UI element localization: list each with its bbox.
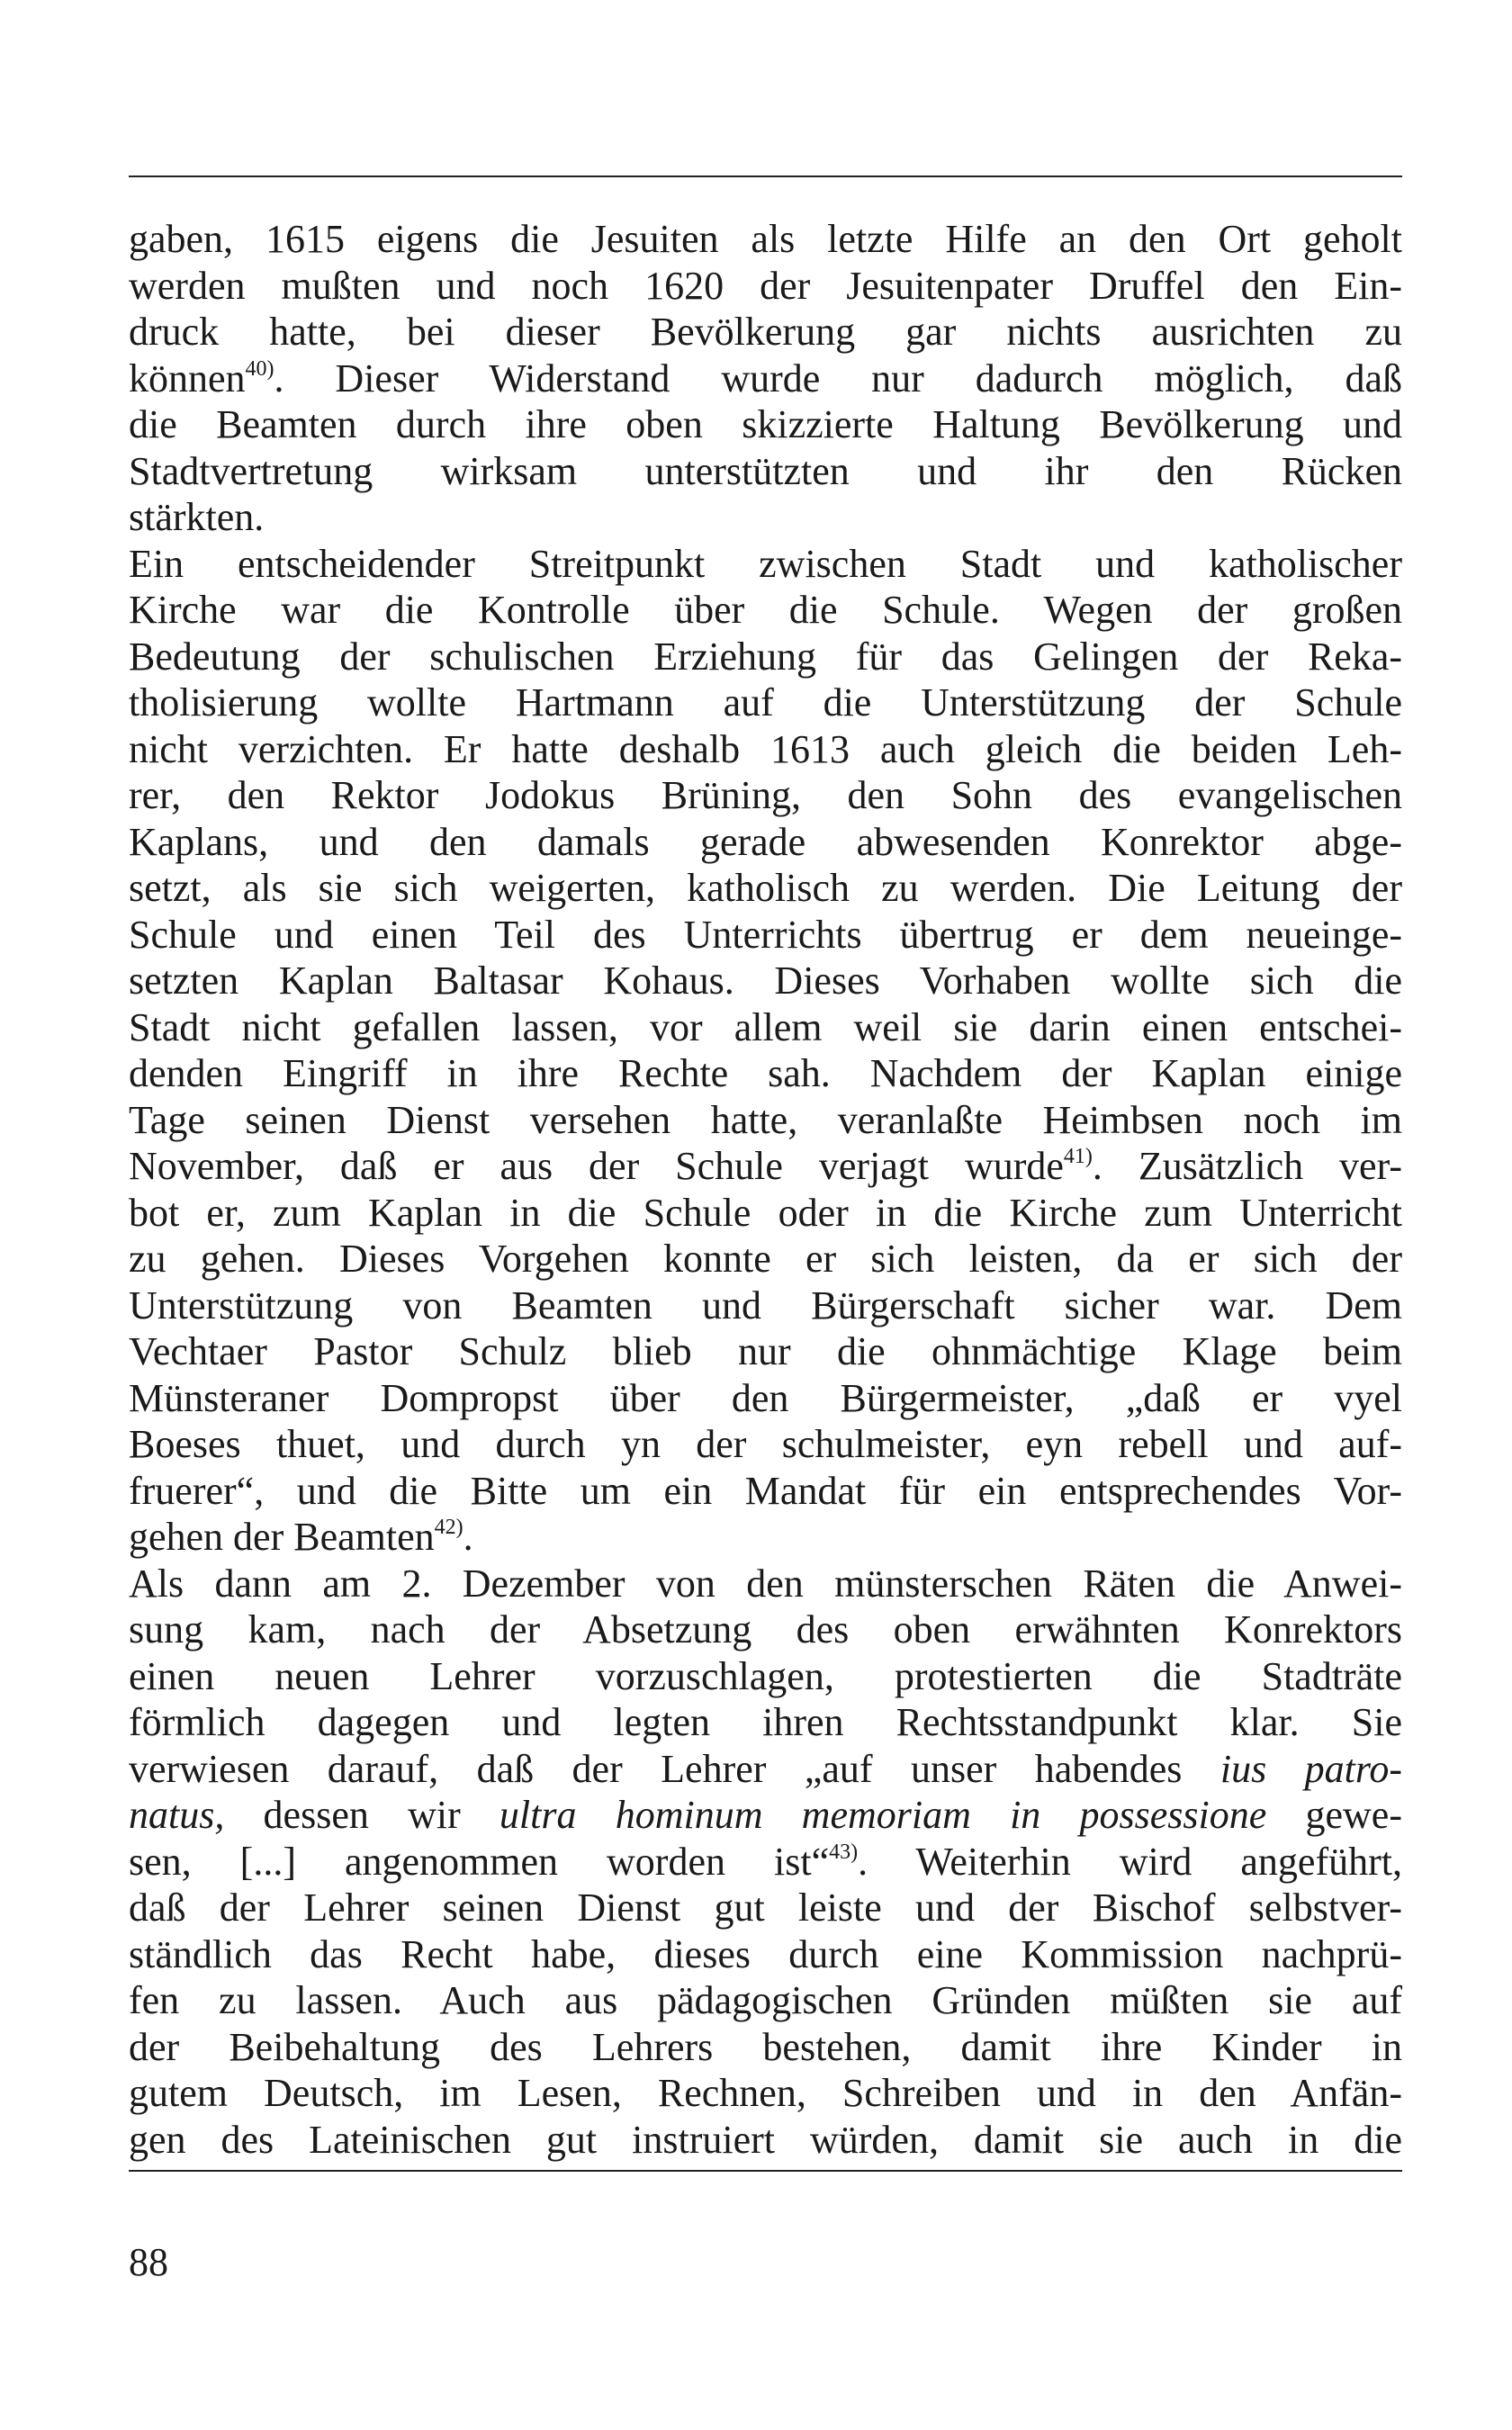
body-text bbox=[129, 216, 1402, 2163]
text-span: fruerer“, und die Bitte um ein Mandat für ein entsprechendes Vor- bbox=[129, 1468, 1402, 1513]
text-line bbox=[129, 1143, 1402, 1190]
text-line bbox=[129, 819, 1402, 866]
text-line bbox=[129, 1375, 1402, 1422]
text-span: Tage seinen Dienst versehen hatte, veranlaßte Heimbsen noch im bbox=[129, 1097, 1402, 1142]
footnote-ref: 40) bbox=[245, 356, 274, 381]
text-span: förmlich dagegen und legten ihren Rechtsstandpunkt klar. Sie bbox=[129, 1700, 1402, 1744]
text-span: Schule und einen Teil des Unterrichts übertrug er dem neueinge- bbox=[129, 912, 1402, 957]
text-span: stärkten. bbox=[129, 495, 265, 539]
text-span: einen neuen Lehrer vorzuschlagen, protestierten die Stadträte bbox=[129, 1653, 1402, 1698]
text-span: setzt, als sie sich weigerten, katholisch zu werden. Die Leitung der bbox=[129, 866, 1402, 910]
text-span: druck hatte, bei dieser Bevölkerung gar nichts ausrichten zu bbox=[129, 310, 1402, 354]
text-span: gehen der Beamten bbox=[129, 1515, 435, 1559]
text-span: . Zusätzlich ver- bbox=[1092, 1144, 1402, 1188]
text-span: November, daß er aus der Schule verjagt wurde bbox=[129, 1144, 1064, 1188]
italic-text: ius patro- bbox=[1220, 1746, 1403, 1791]
footnote-ref: 41) bbox=[1063, 1145, 1093, 1168]
italic-text: ultra hominum memoriam in possessione bbox=[499, 1793, 1267, 1837]
text-line bbox=[129, 1050, 1402, 1097]
text-span: Vechtaer Pastor Schulz blieb nur die ohnmächtige Klage beim bbox=[129, 1329, 1402, 1373]
text-span: fen zu lassen. Auch aus pädagogischen Gründen müßten sie auf bbox=[129, 1978, 1402, 2022]
footnote-ref: 43) bbox=[829, 1840, 859, 1864]
text-line bbox=[129, 1606, 1402, 1653]
text-line bbox=[129, 587, 1402, 634]
text-line bbox=[129, 1236, 1402, 1282]
text-span: . bbox=[463, 1515, 473, 1559]
text-line bbox=[129, 680, 1402, 726]
text-span: zu gehen. Dieses Vorgehen konnte er sich leisten, da er sich der bbox=[129, 1237, 1402, 1281]
text-line bbox=[129, 865, 1402, 912]
text-line bbox=[129, 1885, 1402, 1931]
text-line bbox=[129, 494, 1402, 541]
text-span: Unterstützung von Beamten und Bürgerschaft sicher war. Dem bbox=[129, 1282, 1402, 1328]
text-line bbox=[129, 772, 1402, 819]
text-line bbox=[129, 1282, 1402, 1329]
text-line bbox=[129, 634, 1402, 680]
text-span: Stadtvertretung wirksam unterstützten und ihr den Rücken bbox=[129, 448, 1402, 493]
text-line bbox=[129, 1561, 1402, 1607]
text-line bbox=[129, 1977, 1402, 2024]
text-line bbox=[129, 2070, 1402, 2117]
text-line bbox=[129, 1514, 1402, 1561]
text-line bbox=[129, 912, 1402, 958]
text-line bbox=[129, 401, 1402, 448]
text-span: gewe- bbox=[1266, 1793, 1402, 1837]
text-span: . Dieser Widerstand wurde nur dadurch möglich, daß bbox=[274, 356, 1402, 400]
text-span: die Beamten durch ihre oben skizzierte Haltung Bevölkerung und bbox=[129, 402, 1402, 446]
text-line bbox=[129, 356, 1402, 402]
text-span: dessen wir bbox=[224, 1793, 500, 1837]
text-line bbox=[129, 1190, 1402, 1237]
text-line bbox=[129, 1931, 1402, 1978]
top-rule bbox=[129, 176, 1402, 177]
text-line bbox=[129, 448, 1402, 495]
text-span: daß der Lehrer seinen Dienst gut leiste und der Bischof selbstver- bbox=[129, 1886, 1402, 1930]
text-span: gaben, 1615 eigens die Jesuiten als letzte Hilfe an den Ort geholt bbox=[129, 217, 1402, 261]
text-line bbox=[129, 1004, 1402, 1051]
bottom-rule bbox=[129, 2170, 1402, 2172]
text-span: bot er, zum Kaplan in die Schule oder in die Kirche zum Unterricht bbox=[129, 1190, 1402, 1235]
text-span: sen, [...] angenommen worden ist“ bbox=[129, 1839, 830, 1884]
text-span: setzten Kaplan Baltasar Kohaus. Dieses Vorhaben wollte sich die bbox=[129, 958, 1402, 1003]
text-span: denden Eingriff in ihre Rechte sah. Nachdem der Kaplan einige bbox=[129, 1051, 1402, 1095]
text-span: Als dann am 2. Dezember von den münsterschen Räten die Anwei- bbox=[129, 1561, 1402, 1606]
footnote-ref: 42) bbox=[434, 1516, 464, 1539]
text-line bbox=[129, 309, 1402, 356]
text-span: tholisierung wollte Hartmann auf die Unterstützung der Schule bbox=[129, 680, 1402, 724]
text-line bbox=[129, 1792, 1402, 1839]
text-span: können bbox=[129, 356, 246, 400]
text-span: ständlich das Recht habe, dieses durch eine Kommission nachprü- bbox=[129, 1931, 1402, 1976]
text-line bbox=[129, 2024, 1402, 2071]
text-span: . Weiterhin wird angeführt, bbox=[858, 1839, 1402, 1884]
text-line bbox=[129, 1653, 1402, 1700]
text-span: Ein entscheidender Streitpunkt zwischen Stadt und katholischer bbox=[129, 541, 1402, 586]
text-span: gen des Lateinischen gut instruiert würden, damit sie auch in die bbox=[129, 2117, 1402, 2162]
text-line bbox=[129, 541, 1402, 588]
italic-text: natus, bbox=[129, 1793, 225, 1837]
text-span: Bedeutung der schulischen Erziehung für das Gelingen der Reka- bbox=[129, 634, 1402, 679]
text-line bbox=[129, 1746, 1402, 1793]
text-line bbox=[129, 1699, 1402, 1746]
text-line bbox=[129, 726, 1402, 773]
text-line bbox=[129, 1421, 1402, 1468]
text-span: nicht verzichten. Er hatte deshalb 1613 auch gleich die beiden Leh- bbox=[129, 726, 1402, 771]
text-span: Kaplans, und den damals gerade abwesenden Konrektor abge- bbox=[129, 819, 1402, 864]
text-span: Kirche war die Kontrolle über die Schule. Wegen der großen bbox=[129, 588, 1402, 632]
text-line bbox=[129, 263, 1402, 310]
text-span: der Beibehaltung des Lehrers bestehen, damit ihre Kinder in bbox=[129, 2024, 1402, 2069]
text-line bbox=[129, 1839, 1402, 1886]
page-number: 88 bbox=[129, 2240, 168, 2284]
text-span: verwiesen darauf, daß der Lehrer „auf unser habendes bbox=[129, 1746, 1220, 1791]
text-span: rer, den Rektor Jodokus Brüning, den Sohn des evangelischen bbox=[129, 773, 1402, 817]
text-span: Boeses thuet, und durch yn der schulmeister, eyn rebell und auf- bbox=[129, 1422, 1402, 1466]
text-span: werden mußten und noch 1620 der Jesuitenpater Druffel den Ein- bbox=[129, 263, 1402, 308]
text-line bbox=[129, 958, 1402, 1004]
text-line bbox=[129, 1468, 1402, 1515]
text-line bbox=[129, 216, 1402, 263]
text-span: Münsteraner Dompropst über den Bürgermeister, „daß er vyel bbox=[129, 1375, 1402, 1420]
text-span: gutem Deutsch, im Lesen, Rechnen, Schreiben und in den Anfän- bbox=[129, 2071, 1402, 2115]
text-line bbox=[129, 1328, 1402, 1375]
text-span: Stadt nicht gefallen lassen, vor allem weil sie darin einen entschei- bbox=[129, 1004, 1402, 1049]
text-span: sung kam, nach der Absetzung des oben erwähnten Konrektors bbox=[129, 1607, 1402, 1652]
text-line bbox=[129, 1097, 1402, 1144]
text-line bbox=[129, 2117, 1402, 2164]
